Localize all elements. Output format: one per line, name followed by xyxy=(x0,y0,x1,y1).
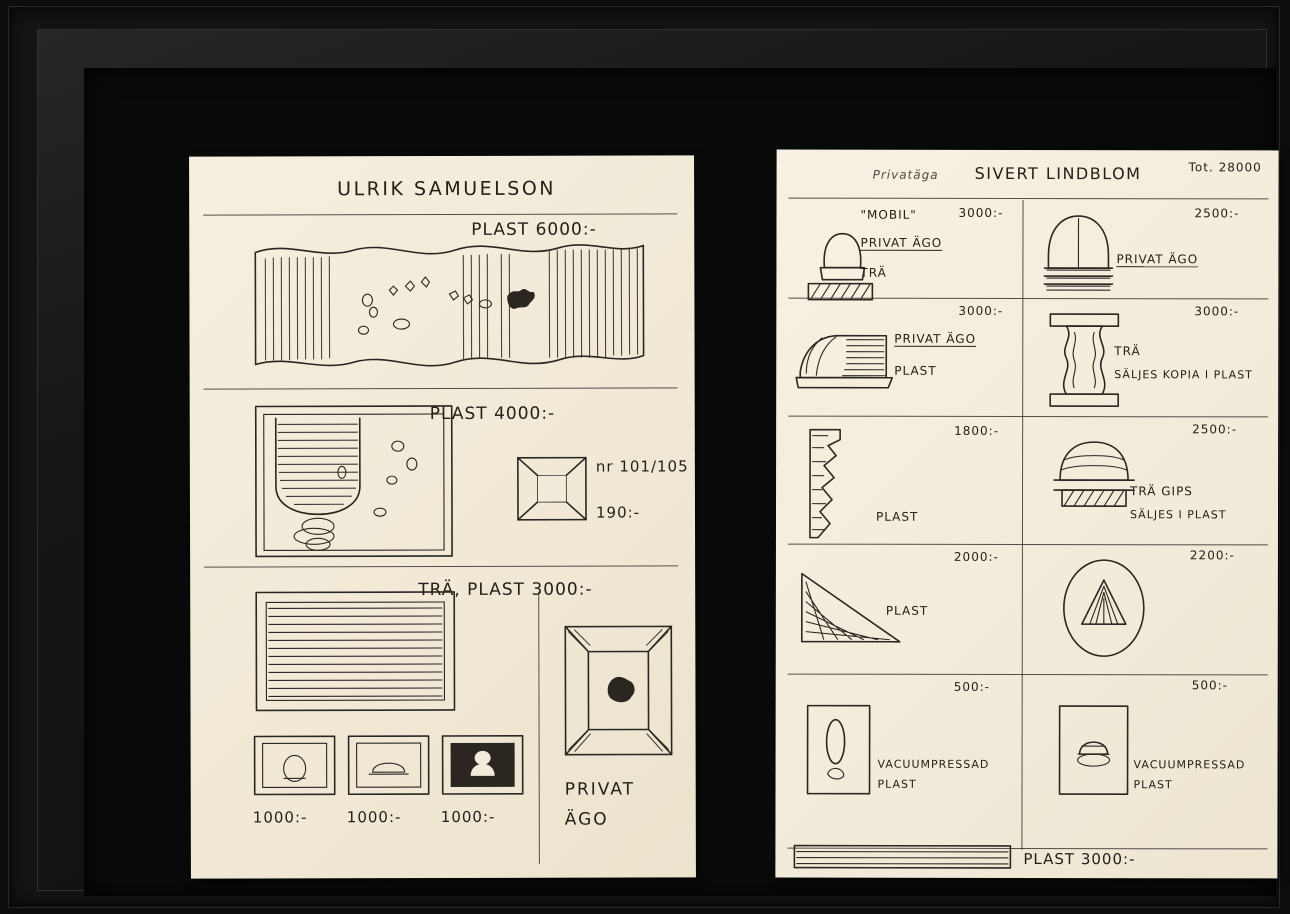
picture-frame-outer xyxy=(8,6,1280,908)
right-divider-4 xyxy=(788,674,1268,676)
right-r1-left-price: 3000:- xyxy=(958,205,1004,220)
picture-frame-bevel xyxy=(37,29,1267,891)
right-r3-right-note-1: TRÄ GIPS xyxy=(1130,484,1193,499)
right-r3-left-sketch xyxy=(800,426,856,546)
right-r2-right-sketch xyxy=(1044,308,1130,414)
right-footer-sketch xyxy=(791,840,1013,874)
left-row2-note-nr: nr 101/105 xyxy=(595,457,689,476)
right-r1-left-note-2: TRÄ xyxy=(860,265,887,280)
right-r2-left-price: 3000:- xyxy=(958,303,1004,318)
left-row2-price: PLAST 4000:- xyxy=(429,403,556,425)
right-r5-left-note-1: VACUUMPRESSAD xyxy=(877,757,990,771)
left-row1-price: PLAST 6000:- xyxy=(471,219,597,240)
left-sketch-sheet xyxy=(189,155,696,878)
left-row2-note-price: 190:- xyxy=(595,503,641,522)
right-r4-left-note-1: PLAST xyxy=(885,603,929,618)
left-small-item-3-sketch xyxy=(441,734,525,796)
left-small-item-2-price: 1000:- xyxy=(346,808,402,827)
right-r4-right-sketch xyxy=(1054,558,1154,662)
right-r5-left-sketch xyxy=(804,702,874,798)
left-row3-side-sketch xyxy=(562,623,674,757)
right-r1-left-note-1: PRIVAT ÄGO xyxy=(860,235,943,250)
right-r5-right-sketch xyxy=(1056,702,1132,798)
right-r4-left-sketch xyxy=(796,560,916,650)
frame-mat xyxy=(84,68,1276,896)
left-vertical-divider xyxy=(538,592,540,864)
left-small-item-2-sketch xyxy=(347,734,431,796)
left-divider-3 xyxy=(204,565,678,567)
right-divider-2 xyxy=(788,416,1268,418)
right-r2-right-note-1: TRÄ xyxy=(1114,344,1141,359)
right-header-total: Tot. 28000 xyxy=(1188,160,1262,175)
right-r3-right-price: 2500:- xyxy=(1192,422,1238,437)
left-row1-sketch xyxy=(249,237,649,378)
left-small-item-1-price: 1000:- xyxy=(252,808,308,827)
right-r2-right-note-2: SÄLJES KOPIA I PLAST xyxy=(1114,368,1253,382)
right-r2-left-note-1: PRIVAT ÄGO xyxy=(894,331,977,346)
right-r5-right-note-1: VACUUMPRESSAD xyxy=(1133,758,1246,772)
right-r2-left-note-2: PLAST xyxy=(894,363,937,378)
left-small-item-1-sketch xyxy=(253,734,337,796)
right-footer-label: PLAST 3000:- xyxy=(1023,849,1136,869)
right-r1-right-note-1: PRIVAT ÄGO xyxy=(1116,252,1199,267)
right-r4-right-price: 2200:- xyxy=(1189,548,1235,563)
right-r1-left-quote: "MOBIL" xyxy=(860,207,917,222)
right-divider-3 xyxy=(788,544,1268,546)
right-r5-right-price: 500:- xyxy=(1191,678,1228,693)
right-r3-left-note-1: PLAST xyxy=(875,509,919,524)
left-row3-sketch xyxy=(252,588,458,715)
right-r5-left-price: 500:- xyxy=(953,679,990,694)
left-divider-1 xyxy=(203,213,677,215)
left-row3-price: TRÄ, PLAST 3000:- xyxy=(418,579,593,601)
right-r3-left-price: 1800:- xyxy=(954,423,1000,438)
left-sheet-title: ULRIK SAMUELSON xyxy=(337,177,556,201)
right-r4-left-price: 2000:- xyxy=(953,549,999,564)
right-r5-right-note-2: PLAST xyxy=(1133,778,1173,792)
left-row2-side-sketch xyxy=(516,456,588,522)
right-r3-right-note-2: SÄLJES I PLAST xyxy=(1129,508,1227,522)
left-privat-note-2: ÄGO xyxy=(564,809,609,830)
right-r3-right-sketch xyxy=(1048,436,1140,528)
right-header-title: SIVERT LINDBLOM xyxy=(974,163,1142,184)
right-divider-0 xyxy=(789,198,1269,200)
right-r2-right-price: 3000:- xyxy=(1194,304,1240,319)
right-r2-left-sketch xyxy=(794,326,898,396)
right-header-scribble: Privatäga xyxy=(872,167,939,182)
left-row2-sketch xyxy=(252,402,458,563)
right-sketch-sheet xyxy=(775,150,1278,879)
left-privat-note-1: PRIVAT xyxy=(564,779,636,800)
right-r5-left-note-2: PLAST xyxy=(877,777,917,791)
left-small-item-3-price: 1000:- xyxy=(440,807,496,827)
right-r1-right-price: 2500:- xyxy=(1194,206,1240,221)
right-r1-right-sketch xyxy=(1040,210,1132,304)
left-divider-2 xyxy=(204,387,678,389)
